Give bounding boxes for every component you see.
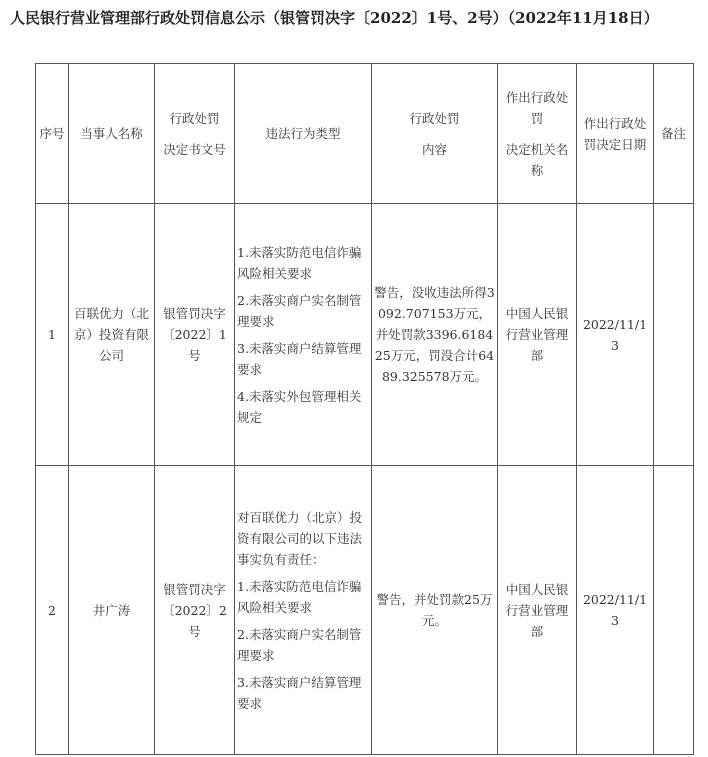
- row-content: 警告，并处罚款25万元。: [372, 466, 498, 755]
- row-date: 2022/11/13: [577, 204, 654, 466]
- violation-item: 4.未落实外包管理相关规定: [237, 388, 362, 425]
- header-content-line-1: 行政处罚: [409, 110, 460, 126]
- header-seq: 序号: [36, 64, 69, 204]
- violation-item: 3.未落实商户结算管理要求: [237, 674, 362, 711]
- header-doc-no-line-1: 行政处罚: [169, 110, 220, 126]
- table-row: [36, 466, 694, 755]
- header-authority: [498, 64, 577, 204]
- header-remark: 备注: [654, 64, 694, 204]
- header-violation: 违法行为类型: [235, 64, 372, 204]
- table-header-row: [36, 64, 694, 204]
- header-doc-no: [155, 64, 235, 204]
- row-content: 警告，没收违法所得3092.707153万元，并处罚款3396.618425万元，罚没合计6489.325578万元。: [372, 204, 498, 466]
- row-date: 2022/11/13: [577, 466, 654, 755]
- header-content: [372, 64, 498, 204]
- violation-intro: 对百联优力（北京）投资有限公司的以下违法事实负有责任：: [237, 509, 363, 567]
- violation-item: 2.未落实商户实名制管理要求: [237, 292, 362, 329]
- row-violations: [235, 466, 372, 755]
- violation-item: 3.未落实商户结算管理要求: [237, 340, 362, 377]
- page-title: 人民银行营业管理部行政处罚信息公示（银管罚决字〔2022〕1号、2号）（2022年11月18日）: [10, 9, 659, 27]
- row-violations: [235, 204, 372, 466]
- header-date: 作出行政处罚决定日期: [577, 64, 654, 204]
- row-authority: 中国人民银行营业管理部: [498, 466, 577, 755]
- row-doc-no: 银管罚决字〔2022〕1号: [155, 204, 235, 466]
- row-remark: [654, 466, 694, 755]
- violation-item: 1.未落实防范电信诈骗风险相关要求: [237, 578, 362, 615]
- row-remark: [654, 204, 694, 466]
- row-party: 百联优力（北京）投资有限公司: [69, 204, 155, 466]
- violation-item: 1.未落实防范电信诈骗风险相关要求: [237, 244, 362, 281]
- row-authority: 中国人民银行营业管理部: [498, 204, 577, 466]
- header-authority-line-1: 作出行政处罚: [505, 89, 569, 126]
- header-doc-no-line-2: 决定书文号: [163, 141, 226, 157]
- row-doc-no: 银管罚决字〔2022〕2号: [155, 466, 235, 755]
- header-content-line-2: 内容: [421, 141, 447, 157]
- table-row: [36, 204, 694, 466]
- row-seq: 1: [36, 204, 69, 466]
- row-seq: 2: [36, 466, 69, 755]
- penalty-table: [35, 63, 694, 755]
- row-party: 井广涛: [69, 466, 155, 755]
- header-authority-line-2: 决定机关名称: [505, 141, 569, 178]
- header-party: 当事人名称: [69, 64, 155, 204]
- violation-item: 2.未落实商户实名制管理要求: [237, 626, 362, 663]
